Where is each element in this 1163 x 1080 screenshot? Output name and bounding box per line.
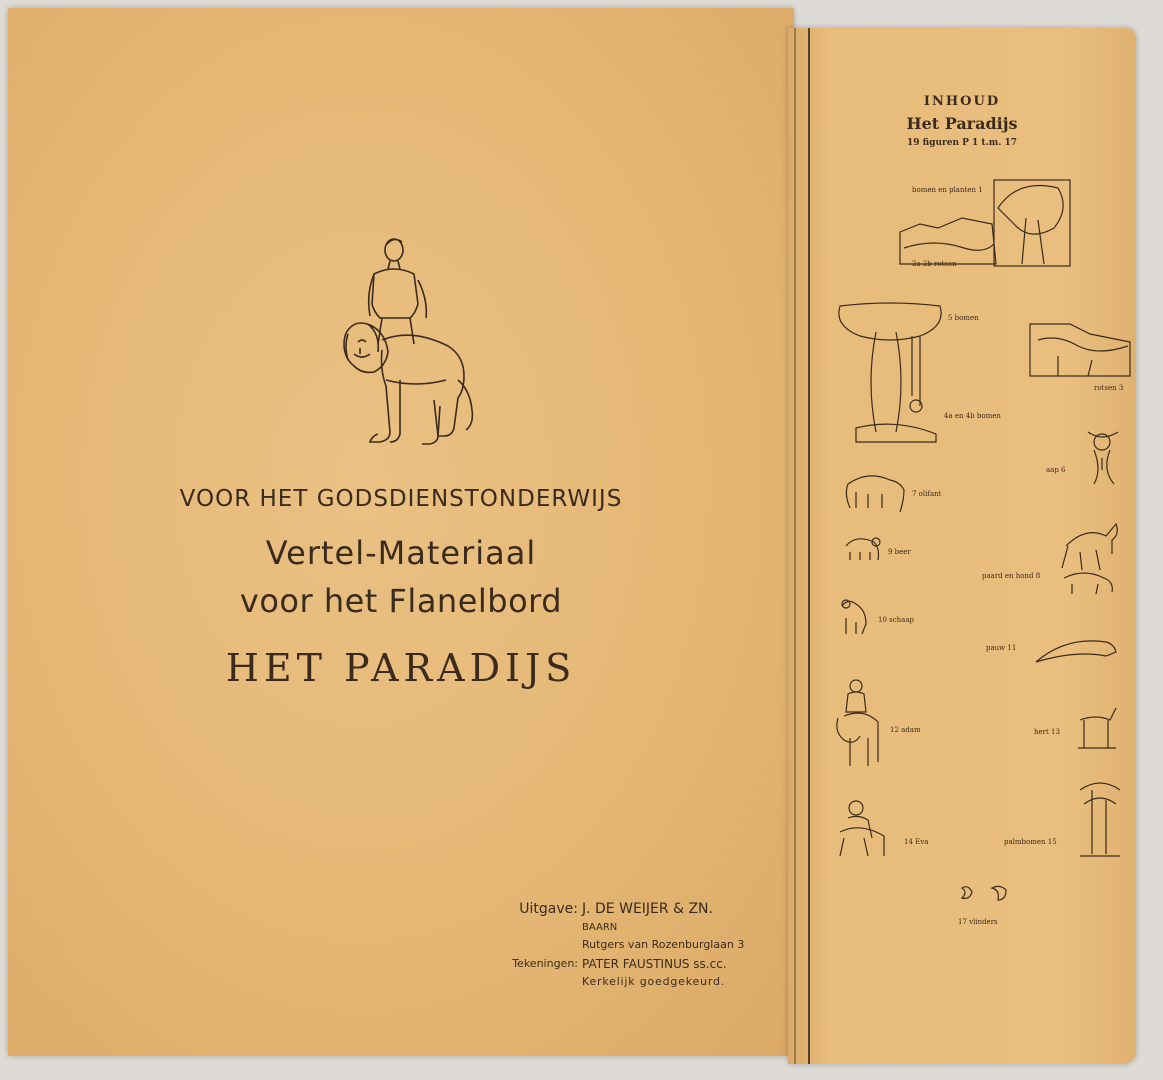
contents-heading: INHOUD: [923, 94, 1001, 109]
spine-line: [808, 28, 810, 1064]
palm-trees-figure: [1076, 780, 1124, 860]
monkey-figure: [1082, 428, 1124, 486]
booklet-cover: [8, 8, 794, 1056]
label-palmbomen: palmbomen 15: [1004, 838, 1057, 846]
label-schaap: 10 schaap: [878, 616, 914, 624]
label-pauw: pauw 11: [986, 644, 1017, 652]
horse-and-dog-figure: [1056, 516, 1120, 596]
label-beer: 9 beer: [888, 548, 911, 556]
large-trees-figure: [836, 302, 944, 444]
approval-note: Kerkelijk goedgekeurd.: [582, 975, 726, 988]
tekeningen-label: Tekeningen:: [512, 957, 578, 970]
label-bomen-5: 5 bomen: [948, 314, 979, 322]
label-adam: 12 adam: [890, 726, 921, 734]
cover-main-title: HET PARADIJS: [225, 646, 577, 690]
rocks-figure: [1028, 320, 1132, 380]
spine-line: [794, 28, 796, 1064]
contents-subtitle: 19 figuren P 1 t.m. 17: [906, 138, 1018, 148]
label-olifant: 7 olifant: [912, 490, 942, 498]
publisher-city: BAARN: [582, 922, 618, 933]
label-paard-hond: paard en hond 8: [982, 572, 1041, 580]
sheep-figure: [838, 596, 870, 636]
adam-figure: [834, 678, 882, 768]
publisher-street: Rutgers van Rozenburglaan 3: [582, 938, 745, 951]
butterflies-figure: [958, 884, 1014, 906]
publisher-name: J. DE WEIJER & ZN.: [582, 901, 713, 917]
label-bomen-planten: bomen en planten 1: [912, 186, 983, 194]
label-hert: hert 13: [1034, 728, 1060, 736]
label-aap: aap 6: [1046, 466, 1066, 474]
label-bomen-4: 4a en 4b bomen: [944, 412, 1001, 420]
artist-name: PATER FAUSTINUS ss.cc.: [582, 957, 727, 971]
label-rotsen-2: 2a 2b rotsen: [912, 260, 957, 268]
uitgave-label: Uitgave:: [519, 901, 578, 917]
cover-title-line1: Vertel-Materiaal: [265, 534, 537, 572]
label-eva: 14 Eva: [904, 838, 929, 846]
deer-figure: [1074, 704, 1120, 750]
contents-title: Het Paradijs: [906, 114, 1018, 133]
cover-title-line2: voor het Flanelbord: [239, 582, 563, 620]
label-rotsen-3: rotsen 3: [1094, 384, 1124, 392]
contents-insert: [788, 28, 1136, 1064]
adam-with-lion-illustration: [338, 230, 478, 456]
elephant-figure: [842, 472, 906, 512]
cover-subject-line: VOOR HET GODSDIENSTONDERWIJS: [179, 486, 623, 512]
bear-figure: [842, 534, 882, 562]
peacock-figure: [1034, 636, 1118, 666]
eve-figure: [834, 798, 890, 858]
label-vlinders: 17 vlinders: [958, 918, 998, 926]
